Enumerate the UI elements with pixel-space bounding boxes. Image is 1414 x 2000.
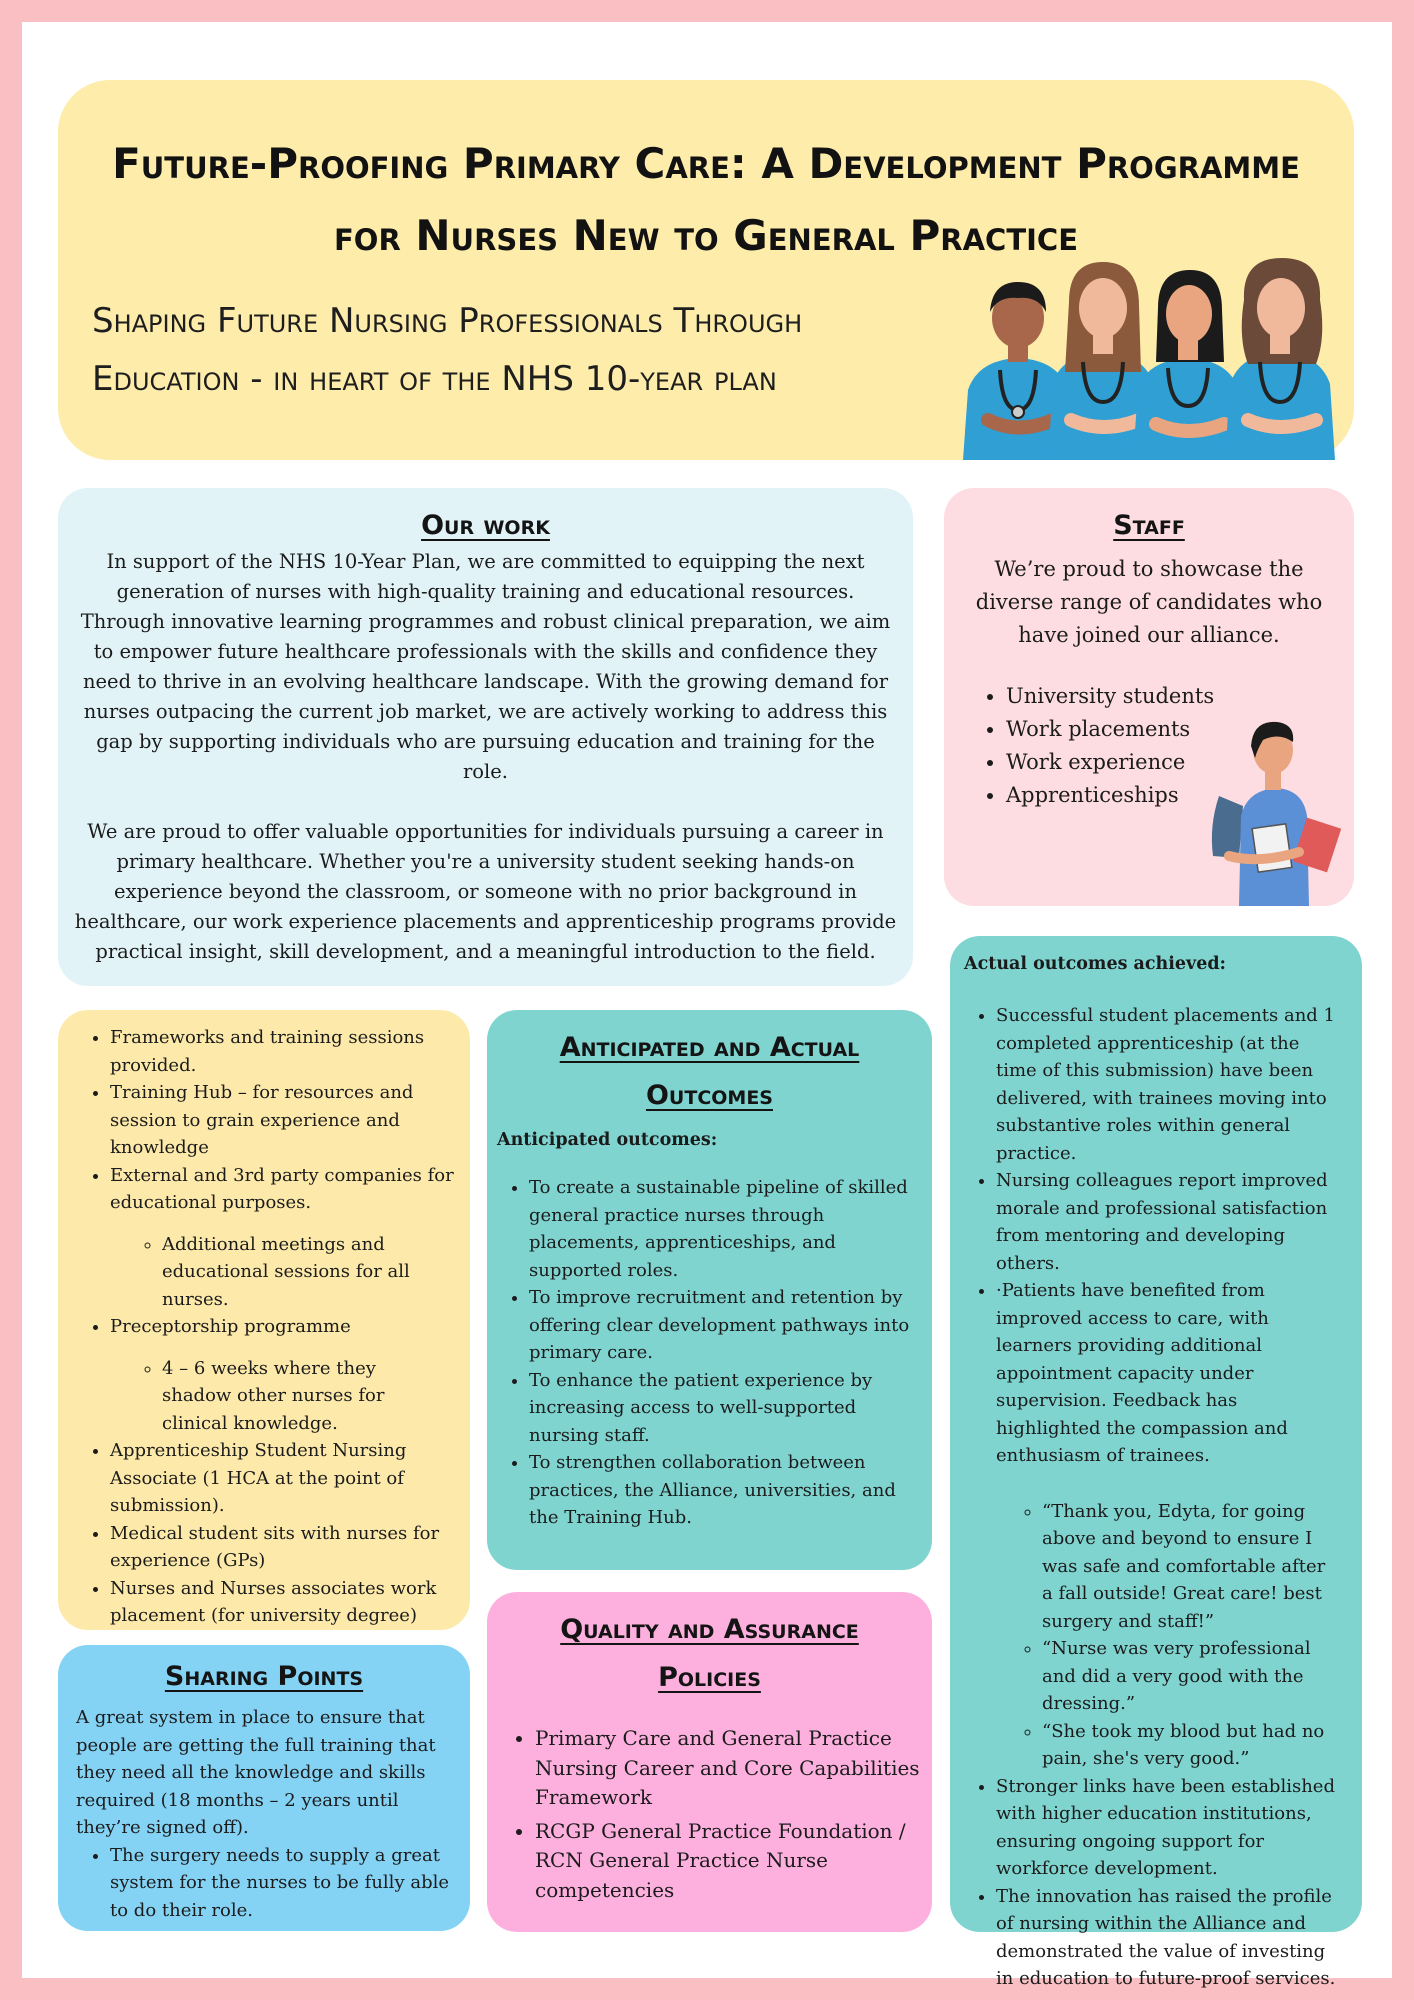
poster-title: [58, 128, 1354, 272]
sharing-points-section: [58, 1645, 470, 1931]
title-line-1: Anticipated and Actual: [559, 1032, 860, 1063]
list-item-text: External and 3rd party companies for educational purposes.: [110, 1164, 454, 1213]
poster-header: [58, 80, 1354, 460]
actual-outcomes-heading: Actual outcomes achieved:: [964, 954, 1227, 974]
quote: ◦ “She took my blood but had no pain, she's very good.”: [1042, 1718, 1326, 1773]
list-item: • Primary Care and General Practice Nursing Career and Core Capabilities Framework: [535, 1724, 920, 1813]
training-provisions-list: [58, 1024, 470, 1630]
list-item: • Apprenticeship Student Nursing Associate (1 HCA at the point of submission).: [110, 1437, 456, 1520]
title-line-2: Outcomes: [645, 1080, 773, 1111]
title-line-2: for Nurses New to General Practice: [333, 211, 1079, 260]
list-item: • RCGP General Practice Foundation / RCN General Practice Nurse competencies: [535, 1817, 920, 1906]
sharing-points-paragraph: A great system in place to ensure that people are getting the full training that they need all the knowledge and skills required (18 months – 2 years until they’re signed off).: [76, 1707, 436, 1838]
our-work-section: [58, 488, 913, 986]
sub-list: [110, 1355, 456, 1438]
sub-list: [110, 1231, 456, 1314]
list-item: • Frameworks and training sessions provided.: [110, 1024, 456, 1079]
anticipated-outcomes-list: [487, 1174, 932, 1532]
list-item: • Work experience: [1006, 746, 1354, 779]
list-item: [110, 1313, 456, 1437]
staff-section: [944, 488, 1354, 906]
actual-outcomes-list: [950, 1002, 1362, 1993]
list-item: • Nursing colleagues report improved morale and professional satisfaction from mentoring and developing others.: [996, 1167, 1344, 1277]
list-item: • Stronger links have been established with higher education institutions, ensuring ongoing support for workforce development.: [996, 1773, 1344, 1883]
staff-title: Staff: [1113, 510, 1185, 541]
title-line-1: Future-Proofing Primary Care: A Development Programme: [112, 139, 1300, 188]
subtitle-line-2: Education - in heart of the NHS 10-year plan: [92, 359, 777, 399]
list-item: ◦ Additional meetings and educational sessions for all nurses.: [162, 1231, 442, 1314]
quote: ◦ “Thank you, Edyta, for going above and beyond to ensure I was safe and comfortable after a fall outside! Great care! best surgery and staff!”: [1042, 1498, 1326, 1636]
anticipated-outcomes-heading: Anticipated outcomes:: [497, 1130, 718, 1150]
quality-assurance-list: [487, 1724, 932, 1905]
student-nurse-illustration: [1199, 706, 1349, 906]
list-item: • To create a sustainable pipeline of skilled general practice nurses through placements, apprenticeships, and supported roles.: [529, 1174, 922, 1284]
list-item: • Training Hub – for resources and session to grain experience and knowledge: [110, 1079, 456, 1162]
list-item: • Work placements: [1006, 713, 1354, 746]
staff-intro: We’re proud to showcase the diverse range of candidates who have joined our alliance.: [975, 557, 1323, 647]
list-item: • University students: [1006, 680, 1354, 713]
our-work-title: Our work: [421, 510, 550, 541]
anticipated-outcomes-section: [487, 1010, 932, 1570]
list-item: • To enhance the patient experience by increasing access to well-supported nursing staff.: [529, 1367, 922, 1450]
list-item: ◦ 4 – 6 weeks where they shadow other nurses for clinical knowledge.: [162, 1355, 442, 1438]
training-provisions-section: [58, 1010, 470, 1630]
list-item: • The innovation has raised the profile of nursing within the Alliance and demonstrated the value of investing in education to future-proof services.: [996, 1883, 1344, 1993]
quote: ◦ “Nurse was very professional and did a very good with the dressing.”: [1042, 1635, 1326, 1718]
list-item: • To strengthen collaboration between practices, the Alliance, universities, and the Training Hub.: [529, 1449, 922, 1532]
our-work-paragraph-2: We are proud to offer valuable opportunities for individuals pursuing a career in primary healthcare. Whether you're a university student seeking hands-on experience beyond the classroom, or someone with no prior background in healthcare, our work experience placements and apprenticeship programs provide practical insight, skill development, and a meaningful introduction to the field.: [74, 820, 897, 963]
list-item: [110, 1162, 456, 1314]
list-item-text: Preceptorship programme: [110, 1316, 351, 1337]
title-line-2: Policies: [658, 1662, 761, 1693]
quality-assurance-title: [487, 1606, 932, 1702]
sharing-points-list: [58, 1842, 470, 1925]
poster-subtitle: [92, 292, 992, 408]
actual-outcomes-section: [950, 936, 1362, 1989]
our-work-paragraph-1: In support of the NHS 10-Year Plan, we are committed to equipping the next generation of nurses with high-quality training and educational resources. Through innovative learning programmes and robust clinical preparation, we aim to empower future healthcare professionals with the skills and confidence they need to thrive in an evolving healthcare landscape. With the growing demand for nurses outpacing the current job market, we are actively working to address this gap by supporting individuals who are pursuing education and training for the role.: [80, 550, 891, 783]
list-item-text: ·Patients have benefited from improved access to care, with learners providing additional appointment capacity under supervision. Feedback has highlighted the compassion and enthusiasm of trainees.: [996, 1280, 1288, 1466]
title-line-1: Quality and Assurance: [560, 1614, 859, 1645]
list-item: • Apprenticeships: [1006, 779, 1354, 812]
list-item: • To improve recruitment and retention by offering clear development pathways into primary care.: [529, 1284, 922, 1367]
list-item: • Medical student sits with nurses for experience (GPs): [110, 1520, 456, 1575]
list-item: • Nurses and Nurses associates work placement (for university degree): [110, 1575, 456, 1630]
quotes-list: [996, 1498, 1344, 1773]
subtitle-line-1: Shaping Future Nursing Professionals Through: [92, 301, 803, 341]
anticipated-outcomes-title: [487, 1024, 932, 1120]
list-item: [996, 1277, 1344, 1773]
quality-assurance-section: [487, 1592, 932, 1932]
list-item: • The surgery needs to supply a great system for the nurses to be fully able to do their role.: [110, 1842, 456, 1925]
nurses-team-illustration: [958, 260, 1348, 460]
sharing-points-title: Sharing Points: [164, 1661, 364, 1692]
list-item: • Successful student placements and 1 completed apprenticeship (at the time of this submission) have been delivered, with trainees moving into substantive roles within general practice.: [996, 1002, 1344, 1167]
